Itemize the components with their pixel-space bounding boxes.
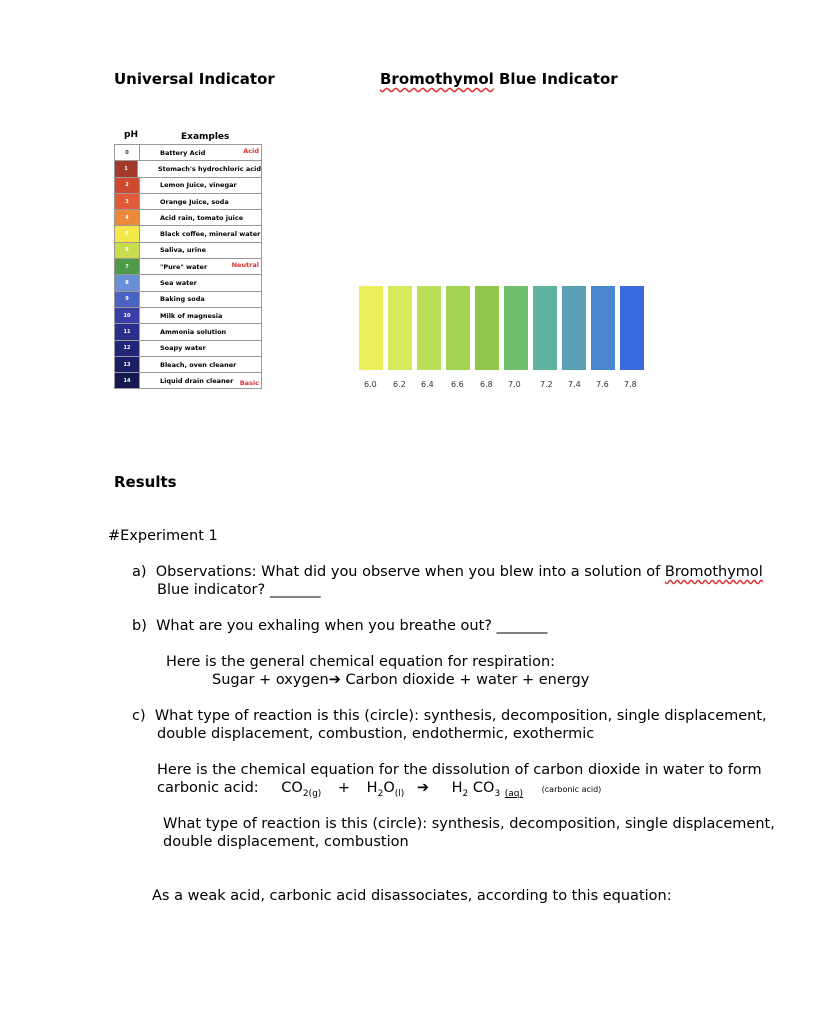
ph-swatch: 2 [115, 178, 140, 193]
ph-example [138, 161, 261, 176]
ph-example-text: Battery Acid [160, 148, 206, 157]
ph-example-text: Black coffee, mineral water [160, 230, 261, 239]
h2o-formula: $H_2O_{(l)}$ [366, 780, 405, 799]
ph-example [140, 194, 261, 209]
ph-row [115, 161, 261, 177]
ph-example [140, 178, 261, 193]
question-a-text: a) Observations: What did you observe when you blew into a solution of [132, 564, 665, 580]
ph-example-text: Orange Juice, soda [160, 197, 229, 206]
respiration-equation: Sugar + oxygen➔ Carbon dioxide + water + energy [212, 672, 590, 688]
bromothymol-color-bar [562, 286, 586, 370]
ph-example [140, 226, 261, 241]
ph-example-text: Sea water [160, 279, 197, 288]
bromothymol-color-bar [359, 286, 383, 370]
bromothymol-ph-label: 7.2 [540, 380, 553, 389]
question-a-line2: Blue indicator? _______ [157, 582, 321, 598]
ph-swatch: 10 [115, 308, 140, 323]
bromothymol-ph-label: 6.6 [451, 380, 464, 389]
bromothymol-ph-label: 6.2 [393, 380, 406, 389]
dissolution-line1: Here is the chemical equation for the dissolution of carbon dioxide in water to form [157, 762, 762, 778]
respiration-intro: Here is the general chemical equation for respiration: [166, 654, 556, 670]
ph-example-text: Liquid drain cleaner [160, 376, 234, 385]
question-c-line1: c) What type of reaction is this (circle): synthesis, decomposition, single displacement, [132, 708, 767, 724]
ph-example [140, 145, 261, 160]
bromothymol-ph-label: 7.8 [624, 380, 637, 389]
ph-rows [114, 144, 262, 389]
ph-example [140, 324, 261, 339]
bromothymol-ph-label: 6.0 [364, 380, 377, 389]
question-b: b) What are you exhaling when you breathe out? _______ [132, 618, 548, 634]
bromothymol-heading [380, 70, 618, 88]
plus-sign: + [337, 780, 351, 796]
bromothymol-color-bar [475, 286, 499, 370]
question-a-bromothymol: Bromothymol [664, 564, 763, 580]
ph-example-text: Soapy water [160, 344, 206, 353]
ph-example-text: Baking soda [160, 295, 205, 304]
ph-swatch: 14 [115, 373, 140, 388]
carbonic-acid-label: carbonic acid: [157, 780, 259, 796]
ph-example [140, 357, 261, 372]
ph-example [140, 259, 261, 274]
universal-indicator-table [114, 130, 262, 389]
ph-row [115, 259, 261, 275]
ph-swatch: 8 [115, 275, 140, 290]
ph-column-header: pH [124, 130, 138, 140]
bromothymol-color-bar [446, 286, 470, 370]
bromothymol-heading-rest: Blue Indicator [493, 70, 618, 88]
bromothymol-ph-label: 7.0 [508, 380, 521, 389]
carbonic-acid-note: (carbonic acid) [541, 785, 602, 794]
ph-swatch: 3 [115, 194, 140, 209]
ph-swatch: 9 [115, 292, 140, 307]
ph-swatch: 7 [115, 259, 140, 274]
ph-row [115, 145, 261, 161]
ph-swatch: 13 [115, 357, 140, 372]
bromothymol-ph-label: 6.4 [421, 380, 434, 389]
ph-swatch: 11 [115, 324, 140, 339]
co2-formula: $CO_{2(g)}$ [281, 780, 322, 799]
ph-swatch: 12 [115, 341, 140, 356]
question-a-line1 [132, 563, 763, 581]
ph-row [115, 194, 261, 210]
ph-row [115, 210, 261, 226]
question-c-line2: double displacement, combustion, endothermic, exothermic [157, 726, 595, 742]
ph-example [140, 275, 261, 290]
ph-row [115, 373, 261, 389]
examples-column-header: Examples [181, 132, 230, 142]
bromothymol-ph-label: 6.8 [480, 380, 493, 389]
bromothymol-ph-label: 7.6 [596, 380, 609, 389]
reaction-arrow: ➔ [416, 780, 430, 796]
bromothymol-color-bar [533, 286, 557, 370]
ph-swatch: 6 [115, 243, 140, 258]
ph-row [115, 275, 261, 291]
ph-example-text: Ammonia solution [160, 327, 227, 336]
question-d-line1: What type of reaction is this (circle): synthesis, decomposition, single displacement, [163, 816, 775, 832]
bromothymol-color-bar [388, 286, 412, 370]
ph-swatch: 0 [115, 145, 140, 160]
ph-swatch: 5 [115, 226, 140, 241]
ph-example [140, 373, 261, 388]
ph-swatch: 1 [115, 161, 138, 176]
ph-row [115, 324, 261, 340]
h2co3-formula: $H_2$ $CO_3$ $_{(aq)}$ [451, 780, 524, 799]
experiment-title: #Experiment 1 [108, 528, 218, 544]
bromothymol-color-bar [504, 286, 528, 370]
question-d-line2: double displacement, combustion [163, 834, 409, 850]
ph-example-text: "Pure" water [160, 262, 208, 271]
ph-example [140, 292, 261, 307]
universal-indicator-heading: Universal Indicator [114, 70, 275, 88]
ph-example-text: Lemon Juice, vinegar [160, 181, 237, 190]
bromothymol-color-bar [620, 286, 644, 370]
ph-row [115, 178, 261, 194]
ph-row [115, 357, 261, 373]
bromothymol-word: Bromothymol [380, 70, 494, 88]
ph-example-text: Saliva, urine [160, 246, 206, 255]
ph-example-text: Stomach's hydrochloric acid [157, 164, 261, 173]
bromothymol-color-bar [591, 286, 615, 370]
ph-example-text: Bleach, oven cleaner [160, 360, 237, 369]
ph-example-text: Milk of magnesia [160, 311, 223, 320]
ph-range-tag: Acid [243, 147, 259, 155]
ph-swatch: 4 [115, 210, 140, 225]
ph-row [115, 243, 261, 259]
dissolution-line2 [157, 779, 601, 803]
weak-acid-text: As a weak acid, carbonic acid disassociates, according to this equation: [152, 888, 672, 904]
ph-row [115, 308, 261, 324]
ph-row [115, 292, 261, 308]
ph-row [115, 226, 261, 242]
results-heading: Results [114, 473, 177, 491]
ph-example [140, 210, 261, 225]
ph-example [140, 308, 261, 323]
ph-example-text: Acid rain, tomato juice [160, 213, 244, 222]
ph-range-tag: Neutral [231, 261, 259, 270]
ph-example [140, 341, 261, 356]
ph-range-tag: Basic [239, 379, 259, 388]
bromothymol-color-bar [417, 286, 441, 370]
bromothymol-ph-label: 7.4 [568, 380, 581, 389]
ph-row [115, 341, 261, 357]
ph-example [140, 243, 261, 258]
